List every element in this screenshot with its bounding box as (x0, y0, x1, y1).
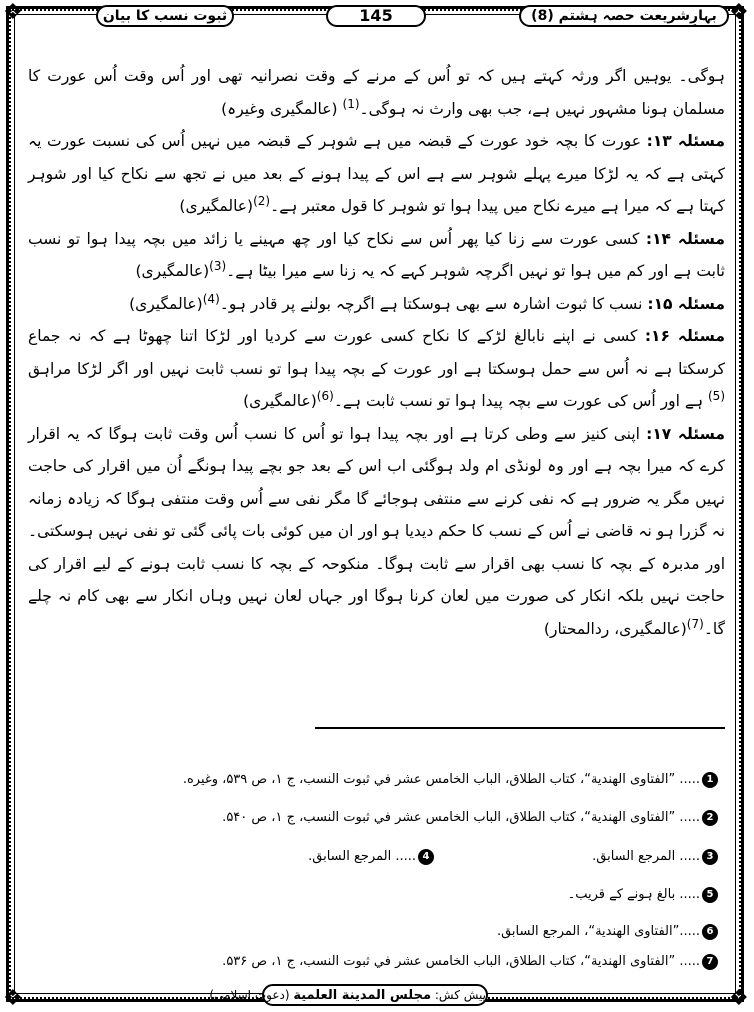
footnote-4 (308, 847, 434, 867)
footnote-ref: (1) (342, 96, 360, 111)
header-chapter-title: ثبوت نسب کا بیان (96, 5, 234, 27)
source-citation: (عالمگیری وغیرہ) (221, 99, 338, 118)
footnote-ref: (3) (209, 258, 227, 273)
footnote-ref: (4) (202, 291, 220, 306)
paragraph-masala-15 (28, 288, 725, 321)
masala-label: مسئلہ ۱۳: (646, 132, 725, 150)
footnote-text: ..... ”الفتاوى الهندية“، كتاب الطلاق، الباب الخامس عشر في ثبوت النسب، ج ۱، ص ۵۳۹، وغيره. (182, 772, 700, 787)
masala-label: مسئلہ ۱۷: (646, 424, 725, 443)
footnote-number-badge: 6 (702, 924, 718, 940)
paragraph-masala-14 (28, 223, 725, 288)
footnote-ref: (2) (253, 193, 271, 208)
source-citation: (عالمگیری) (135, 262, 210, 280)
footnote-3 (592, 847, 718, 867)
footnote-number-badge: 4 (418, 849, 434, 865)
main-text (28, 60, 725, 645)
footnote-ref: (6) (316, 388, 334, 403)
footnote-ref: (7) (686, 616, 704, 631)
source-citation: (عالمگیری) (243, 392, 317, 410)
footer-publisher: مجلس المدينة العلمية (293, 988, 432, 1003)
footnote-text: ..... المرجع السابق. (592, 849, 700, 864)
corner-ornament-icon: ❖ (3, 986, 23, 1011)
footer-organization: (دعوت اسلامی) (209, 988, 290, 1002)
footnote-7 (222, 952, 718, 972)
corner-ornament-icon: ❖ (729, 0, 749, 25)
masala-text: عورت کا بچہ خود عورت کے قبضہ میں ہے شوہر کے قبضہ میں نہیں اُس کی نسبت عورت یہ کہتی ہے کہ یہ لڑکا میرے پہلے شوہر سے ہے اس کے پیدا ہونے کے بعد میں نے تجھ سے نکاح کیا اور شوہر کہتا ہے کہ میرا ہے میرے نکاح میں پیدا ہوا تو شوہر کا قول معتبر ہے۔ (28, 132, 725, 215)
source-citation: (عالمگیری) (179, 197, 254, 215)
footnote-text: ..... المرجع السابق. (308, 849, 416, 864)
footnote-number-badge: 5 (702, 887, 718, 903)
source-citation: (عالمگیری) (129, 294, 203, 313)
masala-text: ہے اور اُس کی عورت سے بچہ پیدا ہوا تو نسب ثابت ہے۔ (333, 392, 704, 410)
paragraph-masala-16 (28, 320, 725, 418)
masala-label: مسئلہ ۱۶: (644, 327, 725, 345)
header-book-part: بہارِشریعت حصہ ہشتم (8) (519, 5, 729, 27)
masala-label: مسئلہ ۱۵: (647, 294, 725, 313)
page-number: 145 (326, 5, 426, 27)
masala-text: نسب کا ثبوت اشارہ سے بھی ہوسکتا ہے اگرچہ بولنے پر قادر ہو۔ (219, 294, 643, 313)
masala-label: مسئلہ ۱۴: (645, 229, 725, 248)
footnote-separator (315, 727, 725, 729)
paragraph-intro (28, 60, 725, 125)
corner-ornament-icon: ❖ (729, 986, 749, 1011)
paragraph-masala-17 (28, 418, 725, 646)
intro-text: ہوگی۔ یوہیں اگر ورثہ کہتے ہیں کہ تو اُس کے مرنے کے وقت نصرانیہ تھی اور اُس وقت اُس عورت کا مسلمان ہونا مشہور نہیں ہے، جب بھی وارث نہ ہوگی۔ (28, 67, 725, 118)
paragraph-masala-13 (28, 125, 725, 223)
footnote-2 (222, 808, 718, 828)
footnote-1 (183, 770, 718, 790)
footer-presented-by: پیش کش: (434, 988, 486, 1002)
footnote-number-badge: 3 (702, 849, 718, 865)
publisher-footer (209, 984, 488, 1006)
footnote-ref: (5) (707, 388, 725, 403)
masala-text: کسی عورت سے زنا کیا پھر اُس سے نکاح کیا اور چھ مہینے یا زائد میں بچہ پیدا ہوا تو نسب ثابت ہے اور کم میں ہوا تو نہیں اگرچہ شوہر کہے کہ یہ زنا سے میرا بیٹا ہے۔ (28, 229, 725, 280)
masala-text: کسی نے اپنے نابالغ لڑکے کا نکاح کسی عورت سے کردیا اور لڑکا اتنا چھوٹا ہے کہ نہ جماع کرسکتا ہے نہ اُس سے حمل ہوسکتا ہے اور عورت کے بچہ پیدا ہوا تو نسب ثابت نہیں اور اگر لڑکا مراہق (28, 327, 725, 378)
footnote-number-badge: 1 (702, 772, 718, 788)
footnote-6 (497, 922, 718, 942)
footnote-text: ..... ”الفتاوى الهندية“، كتاب الطلاق، الباب الخامس عشر في ثبوت النسب، ج ۱، ص ۵۴۰. (222, 810, 700, 825)
masala-text: اپنی کنیز سے وطی کرتا ہے اور بچہ پیدا ہوا تو اُس کا نسب اُس وقت ثابت ہوگا کہ یہ اقرار کرے کہ میرا بچہ ہے اور وہ لونڈی ام ولد ہوگئی اب اس کے بعد جو بچے پیدا ہونگے اُن میں اقرار کی حاجت نہیں مگر یہ ضرور ہے کہ نفی کرنے سے منتفی ہوجائے گا مگر نفی سے اُس وقت منتفی ہوگا کہ زیادہ زمانہ نہ گزرا ہو نہ قاضی نے اُس کے نسب کا حکم دیدیا ہو اور ان میں کوئی بات پائی گئی تو نفی نہیں ہوسکتی۔ اور مدبرہ کے بچہ کا نسب بھی اقرار سے ثابت ہوگا۔ منکوحہ کے بچہ کا نسب ثابت ہونے کے لیے اقرار کی حاجت نہیں بلکہ انکار کی صورت میں لعان کرنا ہوگا اور جہاں لعان نہیں وہاں انکار سے بھی کام نہ چلے گا۔ (28, 424, 725, 638)
footnote-number-badge: 2 (702, 810, 718, 826)
footnote-number-badge: 7 (702, 954, 718, 970)
source-citation: (عالمگیری، ردالمحتار) (543, 619, 687, 638)
footnote-text: .....”الفتاوى الهندية“، المرجع السابق. (496, 924, 700, 939)
footnote-text: ..... ”الفتاوى الهندية“، كتاب الطلاق، الباب الخامس عشر في ثبوت النسب، ج ۱، ص ۵۳۶. (222, 954, 700, 969)
corner-ornament-icon: ❖ (3, 0, 23, 25)
footnote-5 (568, 885, 718, 905)
footnote-text: ..... بالغ ہونے کے قریب۔ (567, 887, 700, 902)
